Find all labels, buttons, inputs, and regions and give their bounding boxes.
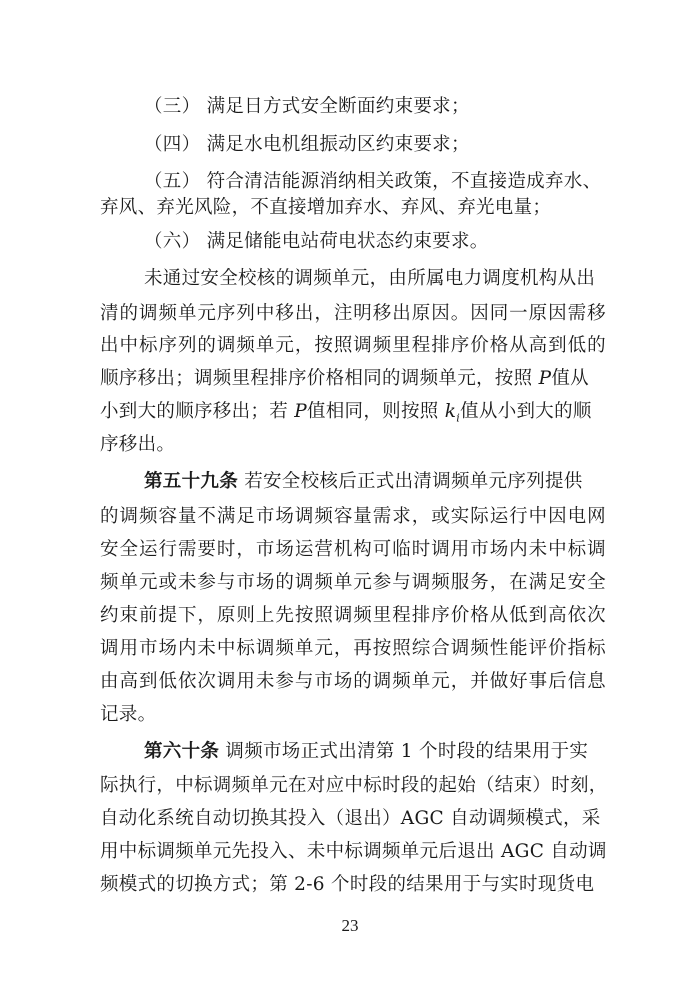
paragraph-line: 调 用 市 场 内 未 中 标 调 频 单 元 ， 再 按 照 综 合 调 频 性 能 评 价 指 标 (100, 638, 606, 659)
paragraph-line: 频 单 元 或 未 参 与 市 场 的 调 频 单 元 参 与 调 频 服 务 ， 在 满 足 安 全 (100, 572, 606, 593)
text-span: 值从小到大的顺 (460, 401, 592, 422)
paragraph-line: 序移出。 (100, 434, 176, 455)
paragraph-line: 安 全 运 行 需 要 时 ， 市 场 运 营 机 构 可 临 时 调 用 市 场 内 未 中 标 调 (100, 539, 606, 560)
list-item-3: （三） 满足日方式安全断面约束要求； (144, 96, 470, 117)
variable-p: P (538, 368, 552, 389)
paragraph-line (100, 364, 589, 390)
article-59-first-line (144, 467, 583, 493)
paragraph-line: 自动化系统自动切换其投入（退出）AGC 自动调频模式，采 (100, 808, 601, 829)
text-span: 顺序移出；调频里程排序价格相同的调频单元，按照 (100, 368, 533, 389)
paragraph-line: 出 中 标 序 列 的 调 频 单 元 ， 按 照 调 频 里 程 排 序 价 格 从 高 到 低 的 (100, 335, 606, 356)
text-span: 值相同，则按照 (306, 401, 439, 422)
paragraph-line: 约 束 前 提 下 ， 原 则 上 先 按 照 调 频 里 程 排 序 价 格 从 低 到 高 依 次 (100, 605, 606, 626)
paragraph-line: 用中标调频单元先投入、未中标调频单元后退出 AGC 自动调 (100, 841, 607, 862)
article-60-first-line (144, 737, 588, 763)
paragraph-line: 未通过安全校核的调频单元，由所属电力调度机构从出 (144, 268, 596, 289)
text-span: 值从 (551, 368, 589, 389)
paragraph-line: 清 的 调 频 单 元 序 列 中 移 出 ， 注 明 移 出 原 因 。 因 同 一 原 因 需 移 (100, 303, 606, 324)
list-item-5-cont: 弃风、弃光风险，不直接增加弃水、弃风、弃光电量； (100, 197, 552, 218)
variable-k: k (444, 401, 457, 422)
paragraph-line: 频模式的切换方式；第 2-6 个时段的结果用于与实时现货电 (100, 874, 595, 895)
text-span: 若安全校核后正式出清调频单元序列提供 (244, 471, 583, 492)
paragraph-line: 际执行，中标调频单元在对应中标时段的起始（结束）时刻， (100, 775, 608, 796)
list-item-4: （四） 满足水电机组振动区约束要求； (144, 134, 470, 155)
text-span: 小到大的顺序移出；若 (100, 401, 289, 422)
page-number: 23 (341, 916, 359, 935)
paragraph-line (100, 397, 592, 425)
article-59-title: 第五十九条 (144, 471, 239, 492)
variable-p: P (294, 401, 307, 422)
paragraph-line: 记录。 (100, 704, 157, 725)
list-item-6: （六） 满足储能电站荷电状态约束要求。 (144, 231, 489, 252)
paragraph-line: 的 调 频 容 量 不 满 足 市 场 调 频 容 量 需 求 ， 或 实 际 运 行 中 因 电 网 (100, 506, 606, 527)
paragraph-line: 由 高 到 低 依 次 调 用 未 参 与 市 场 的 调 频 单 元 ， 并 做 好 事 后 信 息 (100, 671, 606, 692)
variable-k-subscript: i (456, 411, 461, 425)
text-span: 调频市场正式出清第 1 个时段的结果用于实 (225, 741, 589, 762)
article-60-title: 第六十条 (144, 741, 220, 762)
list-item-5: （五） 符合清洁能源消纳相关政策，不直接造成弃水、 (144, 171, 602, 192)
